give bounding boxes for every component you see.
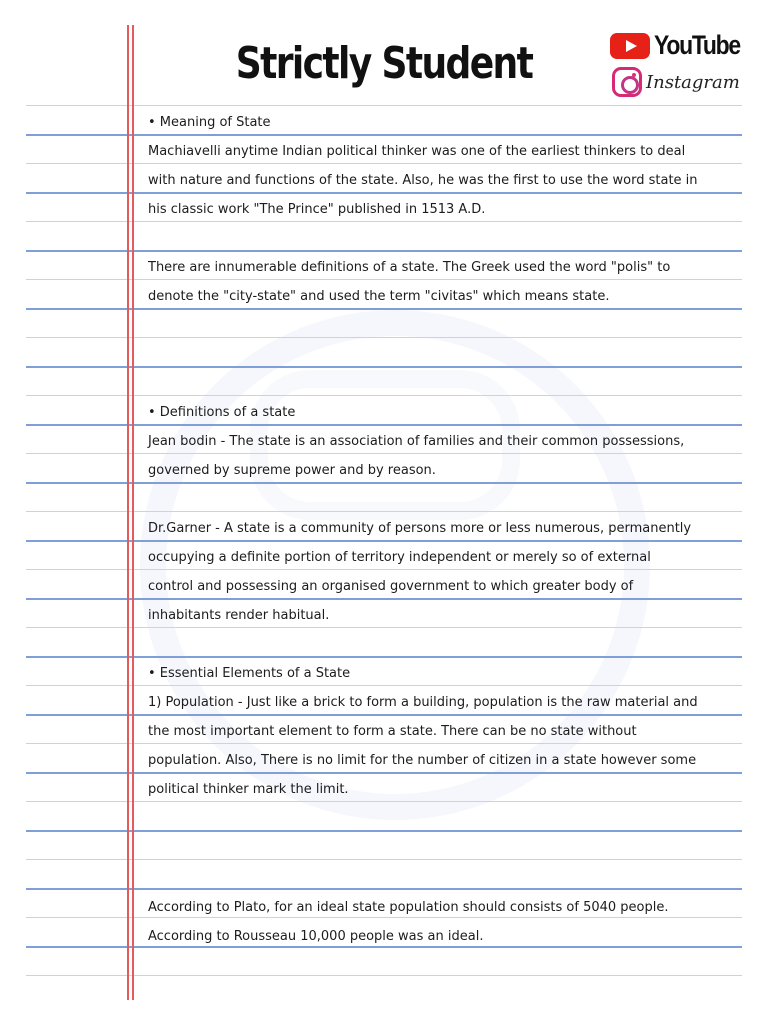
instagram-badge [612,67,740,97]
instagram-icon [612,67,642,97]
text-line: Machiavelli anytime Indian political thinker was one of the earliest thinkers to deal [148,144,686,159]
text-line: There are innumerable definitions of a state. The Greek used the word "polis" to [148,260,671,275]
section-heading: • Definitions of a state [148,405,296,420]
text-line: his classic work "The Prince" published in 1513 A.D. [148,202,486,217]
page-title: Strictly Student [235,38,533,89]
section-heading: • Meaning of State [148,115,271,130]
text-line: the most important element to form a state. There can be no state without [148,724,637,739]
text-line: Jean bodin - The state is an association of families and their common possessions, [148,434,685,449]
text-line: control and possessing an organised government to which greater body of [148,579,634,594]
margin-line [127,25,129,1000]
section-heading: • Essential Elements of a State [148,666,351,681]
youtube-icon [610,33,650,59]
text-line: According to Rousseau 10,000 people was an ideal. [148,929,484,944]
text-line: 1) Population - Just like a brick to form a building, population is the raw material and [148,695,698,710]
youtube-badge [610,30,755,61]
text-line: Dr.Garner - A state is a community of persons more or less numerous, permanently [148,521,692,536]
instagram-label: Instagram [646,71,740,93]
text-line: denote the "city-state" and used the term "civitas" which means state. [148,289,610,304]
youtube-label: YouTube [654,30,740,60]
text-line: According to Plato, for an ideal state population should consists of 5040 people. [148,900,669,915]
text-line: political thinker mark the limit. [148,782,349,797]
text-line: occupying a definite portion of territory independent or merely so of external [148,550,651,565]
text-line: governed by supreme power and by reason. [148,463,436,478]
margin-line [132,25,134,1000]
text-line: population. Also, There is no limit for the number of citizen in a state however some [148,753,697,768]
text-line: with nature and functions of the state. Also, he was the first to use the word state in [148,173,698,188]
text-line: inhabitants render habitual. [148,608,330,623]
